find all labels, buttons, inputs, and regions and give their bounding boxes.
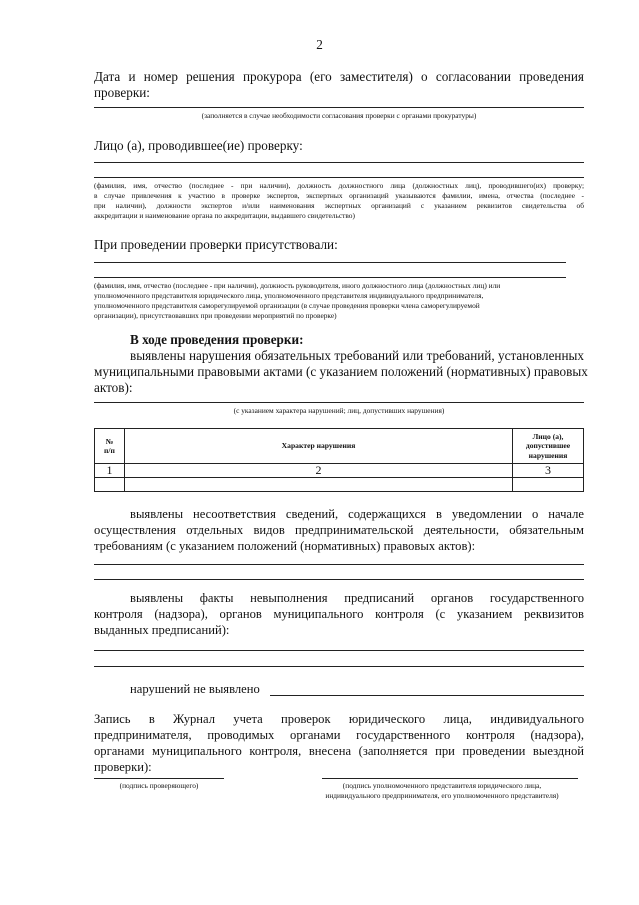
findings-field[interactable] bbox=[94, 402, 584, 403]
attendees-field-1[interactable] bbox=[94, 262, 566, 263]
inspector-field-2[interactable] bbox=[94, 177, 584, 178]
table-header-row bbox=[95, 429, 584, 464]
col-number-index: 1 bbox=[95, 464, 125, 478]
attendees-label: При проведении проверки присутствовали: bbox=[94, 237, 338, 252]
attendees-note-line4: организации), присутствовавших при проведении мероприятий по проверке) bbox=[94, 311, 337, 320]
table-numbering-row bbox=[95, 464, 584, 478]
table-row bbox=[95, 478, 584, 492]
violations-table bbox=[94, 428, 584, 492]
inspector-note-line2: в случае привлечения к участию в проверке экспертов, экспертных организаций указываются фамилии, имена, отчества (последнее - bbox=[94, 191, 584, 200]
findings-line2: муниципальными правовыми актами (с указанием положений (нормативных) правовых bbox=[94, 364, 588, 379]
orders-field-2[interactable] bbox=[94, 666, 584, 667]
col-violation-header: Характер нарушения bbox=[124, 429, 512, 464]
representative-signature-note-line1: (подпись уполномоченного представителя юридического лица, bbox=[342, 781, 542, 790]
table-cell[interactable] bbox=[513, 478, 584, 492]
inspector-label: Лицо (а), проводившее(ие) проверку: bbox=[94, 138, 303, 153]
findings-note: (с указанием характера нарушений; лиц, допустивших нарушения) bbox=[233, 406, 445, 415]
inspector-signature-field[interactable] bbox=[94, 778, 224, 779]
attendees-field-2[interactable] bbox=[94, 277, 566, 278]
col-violator-header: Лицо (а), допустившее нарушения bbox=[513, 429, 584, 464]
orders-line1: выявлены факты невыполнения предписаний органов государственного bbox=[130, 591, 584, 605]
table-cell[interactable] bbox=[124, 478, 512, 492]
col-number-header: № п/п bbox=[95, 429, 125, 464]
inspector-note-line4: аккредитации и наименование органа по аккредитации, выдавшего свидетельство) bbox=[94, 211, 355, 220]
inspector-signature-note: (подпись проверяющего) bbox=[119, 781, 199, 790]
inspector-note-line3: при наличии), должности экспертов и/или наименования экспертных организаций с указанием реквизитов свидетельства об bbox=[94, 201, 584, 210]
orders-line2: контроля (надзора), органов муниципального контроля (с указанием реквизитов bbox=[94, 607, 584, 621]
orders-field-1[interactable] bbox=[94, 650, 584, 651]
table-cell[interactable] bbox=[95, 478, 125, 492]
no-violations-label: нарушений не выявлено bbox=[130, 682, 260, 696]
mismatch-line1: выявлены несоответствия сведений, содержащихся в уведомлении о начале bbox=[130, 507, 584, 521]
inspector-field-1[interactable] bbox=[94, 162, 584, 163]
representative-signature-note-line2: индивидуального предпринимателя, его уполномоченного представителя) bbox=[325, 791, 559, 800]
col-violation-index: 2 bbox=[124, 464, 512, 478]
prosecutor-decision-line1: Дата и номер решения прокурора (его заместителя) о согласовании проведения bbox=[94, 69, 584, 84]
orders-line3: выданных предписаний): bbox=[94, 623, 230, 637]
prosecutor-decision-line2: проверки: bbox=[94, 85, 150, 100]
prosecutor-decision-note: (заполняется в случае необходимости согласования проверки с органами прокуратуры) bbox=[201, 111, 477, 120]
mismatch-line2: осуществления отдельных видов предпринимательской деятельности, обязательным bbox=[94, 523, 584, 537]
findings-line3: актов): bbox=[94, 380, 133, 395]
mismatch-line3: требованиям (с указанием положений (нормативных) правовых актов): bbox=[94, 539, 476, 553]
mismatch-field-2[interactable] bbox=[94, 579, 584, 580]
attendees-note-line3: уполномоченного представителя саморегулируемой организации (в случае проведения проверки члена саморегулируемой bbox=[94, 301, 480, 310]
findings-line1: выявлены нарушения обязательных требований или требований, установленных bbox=[130, 348, 584, 363]
inspector-note-line1: (фамилия, имя, отчество (последнее - при наличии), должность должностного лица (должностных лиц), проводившего(их) проверку; bbox=[94, 181, 584, 190]
journal-line2: предпринимателя, проводимых органами государственного контроля (надзора), bbox=[94, 728, 584, 742]
attendees-note-line1: (фамилия, имя, отчество (последнее - при наличии), должность руководителя, иного должностного лица (должностных лиц) или bbox=[94, 281, 501, 290]
findings-heading: В ходе проведения проверки: bbox=[130, 332, 304, 347]
attendees-note-line2: уполномоченного представителя юридического лица, уполномоченного представителя индивидуального предпринимателя, bbox=[94, 291, 484, 300]
prosecutor-decision-field[interactable] bbox=[94, 107, 584, 108]
journal-line3: органами муниципального контроля, внесена (заполняется при проведении выездной bbox=[94, 744, 584, 758]
no-violations-field[interactable] bbox=[270, 695, 584, 696]
journal-line1: Запись в Журнал учета проверок юридического лица, индивидуального bbox=[94, 712, 584, 726]
col-violator-index: 3 bbox=[513, 464, 584, 478]
page-number: 2 bbox=[316, 37, 323, 52]
mismatch-field-1[interactable] bbox=[94, 564, 584, 565]
journal-line4: проверки): bbox=[94, 760, 152, 774]
representative-signature-field[interactable] bbox=[322, 778, 578, 779]
